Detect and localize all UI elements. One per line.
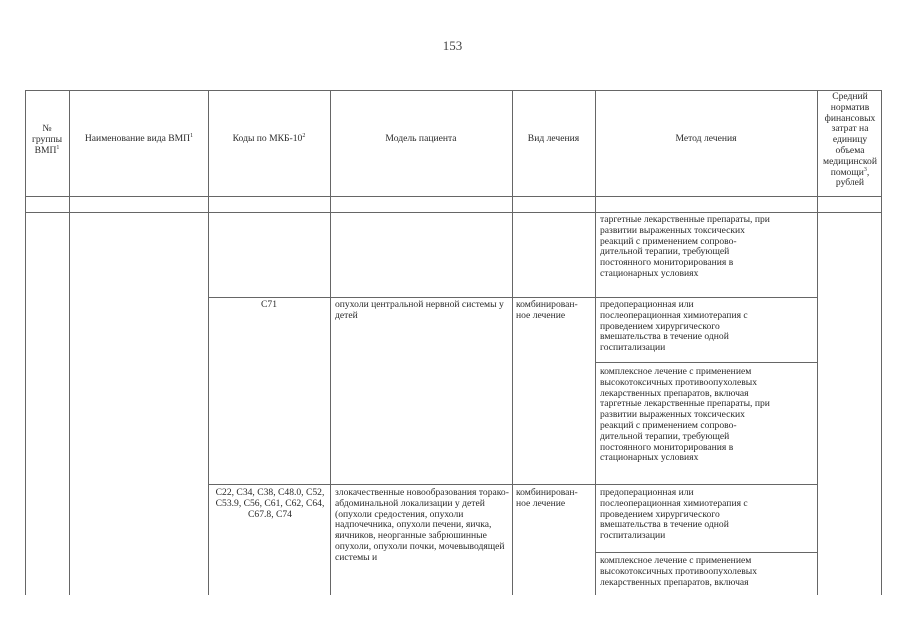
vmp-table — [25, 90, 882, 595]
header-cost-sup: 3 — [863, 166, 867, 173]
header-name-sup: 1 — [190, 132, 194, 139]
header-cost-text: Средний норматив финансовых затрат на единицу объема медицинской помощи — [823, 91, 877, 178]
col-divider-4 — [512, 90, 513, 595]
table-border-left — [25, 90, 26, 595]
row2-type: комбинирован-ное лечение — [516, 299, 578, 321]
row-separator-2 — [208, 484, 817, 485]
header-cost-unit: , рублей — [835, 166, 870, 189]
row3-type: комбинирован-ное лечение — [516, 487, 578, 509]
table-border-right — [881, 90, 882, 595]
method-separator-1 — [595, 362, 817, 363]
row2-icd: C71 — [261, 299, 277, 310]
header-icd-text: Коды по МКБ-10 — [232, 133, 303, 144]
header-name-text: Наименование вида ВМП — [84, 133, 191, 144]
row2-model: опухоли центральной нервной системы у детей — [335, 299, 504, 321]
row2-method-2: комплексное лечение с применением высокотоксичных противоопухолевых лекарственных препаратов, включая таргетные лекарственные препараты, при развитии выраженных токсических реакций с применением сопрово-дительной терапии, требующей постоянного мониторирования в стационарных условиях — [600, 366, 770, 464]
row3-model: злокачественные новообразования торако-абдоминальной локализации у детей (опухоли средостения, опухоли надпочечника, опухоли печени, яичка, яичников, неорганные забрюшинные опухоли, опухоли почки, мочевыводящей системы и — [335, 487, 509, 563]
header-icd-sup: 2 — [302, 132, 306, 139]
col-divider-6 — [817, 90, 818, 595]
row3-method-2: комплексное лечение с применением высокотоксичных противоопухолевых лекарственных препаратов, включая — [600, 555, 757, 588]
col-divider-1 — [69, 90, 70, 595]
header-group-no-sup: 1 — [56, 144, 60, 151]
col-divider-5 — [595, 90, 596, 595]
header-model: Модель пациента — [385, 133, 457, 144]
row1-method-1: таргетные лекарственные препараты, при развитии выраженных токсических реакций с применением сопрово-дительной терапии, требующей постоянного мониторирования в стационарных условиях — [600, 214, 770, 279]
header-bottom-line — [25, 196, 882, 197]
page-number: 153 — [442, 38, 463, 53]
row-separator-1 — [208, 297, 817, 298]
header-method: Метод лечения — [675, 133, 737, 144]
col-divider-2 — [208, 90, 209, 595]
header-icd — [210, 134, 328, 145]
table-border-top — [25, 90, 882, 91]
header-group-no-text: № группы ВМП — [31, 123, 63, 156]
header-treatment-type: Вид лечения — [527, 133, 580, 144]
column-number-row-line — [25, 212, 882, 213]
header-cost — [821, 92, 879, 189]
header-name — [71, 134, 207, 145]
method-separator-2 — [595, 552, 817, 553]
header-group-no — [27, 124, 67, 156]
row3-method-1: предоперационная или послеоперационная химиотерапия с проведением хирургического вмешательства в течение одной госпитализации — [600, 487, 748, 542]
col-divider-3 — [330, 90, 331, 595]
row2-method-1: предоперационная или послеоперационная химиотерапия с проведением хирургического вмешательства в течение одной госпитализации — [600, 299, 748, 354]
row3-icd: C22, C34, C38, C48.0, C52, C53.9, C56, C61, C62, C64, C67.8, C74 — [215, 487, 325, 520]
